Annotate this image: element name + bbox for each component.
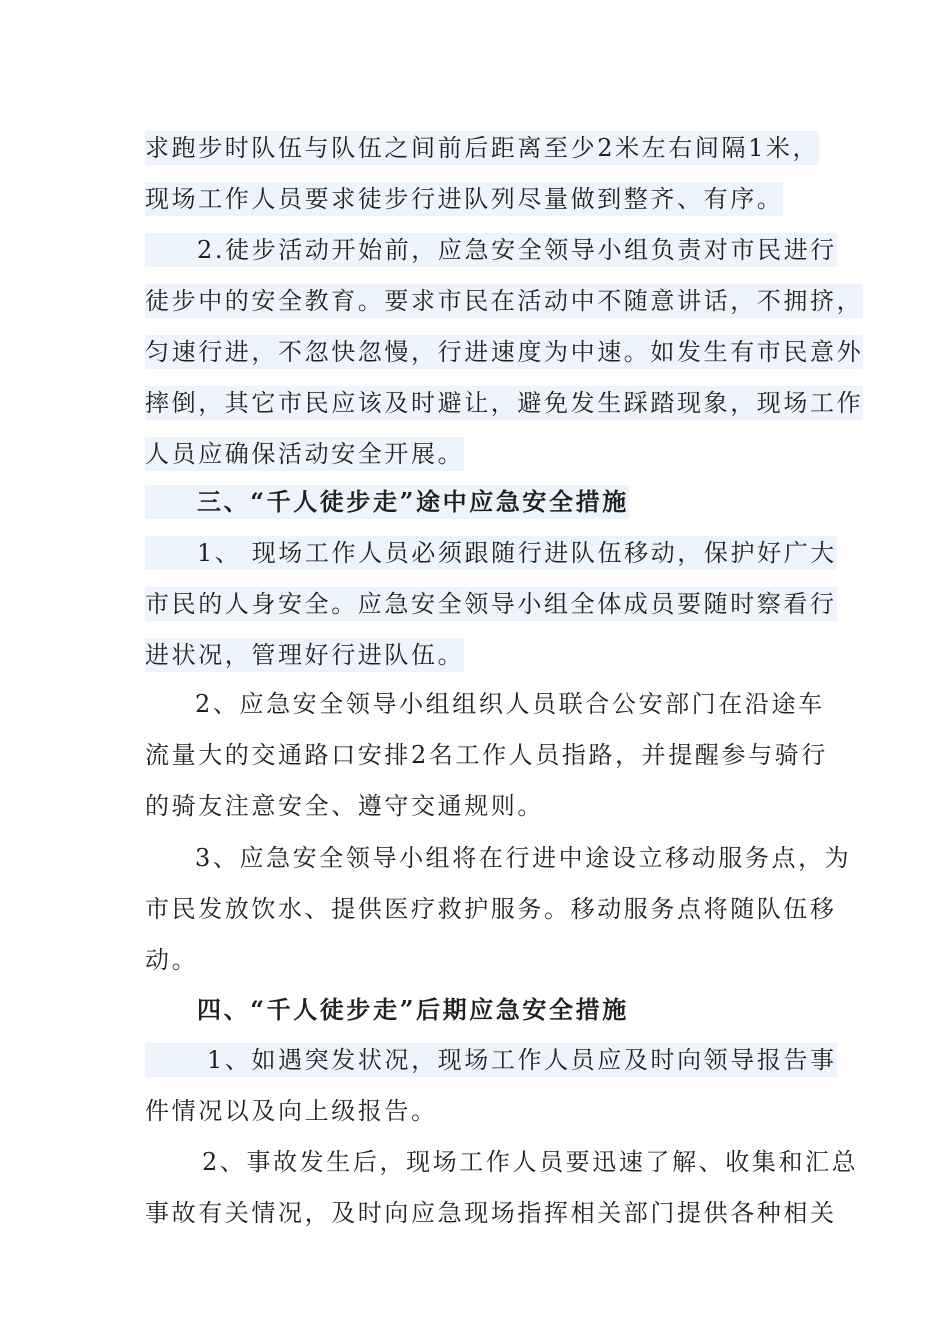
body-line: 进状况，管理好行进队伍。 xyxy=(145,638,464,672)
body-line: 流量大的交通路口安排2名工作人员指路，并提醒参与骑行 xyxy=(145,741,828,769)
body-line: 市民发放饮水、提供医疗救护服务。移动服务点将随队伍移 xyxy=(145,895,837,923)
body-line: 3、应急安全领导小组将在行进中途设立移动服务点，为 xyxy=(195,844,852,872)
body-line: 市民的人身安全。应急安全领导小组全体成员要随时察看行 xyxy=(145,587,837,621)
body-line: 2、应急安全领导小组组织人员联合公安部门在沿途车 xyxy=(195,690,825,718)
body-line: 1、如遇突发状况，现场工作人员应及时向领导报告事 xyxy=(145,1043,837,1077)
body-line: 件情况以及向上级报告。 xyxy=(145,1097,438,1125)
body-line: 摔倒，其它市民应该及时避让，避免发生踩踏现象，现场工作 xyxy=(145,386,863,420)
body-line: 2、事故发生后，现场工作人员要迅速了解、收集和汇总 xyxy=(202,1148,859,1176)
body-line: 2.徒步活动开始前，应急安全领导小组负责对市民进行 xyxy=(145,233,837,267)
body-line: 匀速行进，不忽快忽慢，行进速度为中速。如发生有市民意外 xyxy=(145,335,863,369)
body-line: 事故有关情况，及时向应急现场指挥相关部门提供各种相关 xyxy=(145,1199,837,1227)
body-line: 的骑友注意安全、遵守交通规则。 xyxy=(145,792,544,820)
body-line: 现场工作人员要求徒步行进队列尽量做到整齐、有序。 xyxy=(145,182,783,216)
section-heading: 四、“千人徒步走”后期应急安全措施 xyxy=(197,995,629,1024)
body-line: 徒步中的安全教育。要求市民在活动中不随意讲话，不拥挤， xyxy=(145,284,863,318)
section-heading: 三、“千人徒步走”途中应急安全措施 xyxy=(145,485,629,519)
body-line: 动。 xyxy=(145,946,199,974)
body-line: 人员应确保活动安全开展。 xyxy=(145,437,464,471)
body-line: 1、 现场工作人员必须跟随行进队伍移动，保护好广大 xyxy=(145,536,837,570)
body-line: 求跑步时队伍与队伍之间前后距离至少2米左右间隔1米， xyxy=(145,131,819,165)
